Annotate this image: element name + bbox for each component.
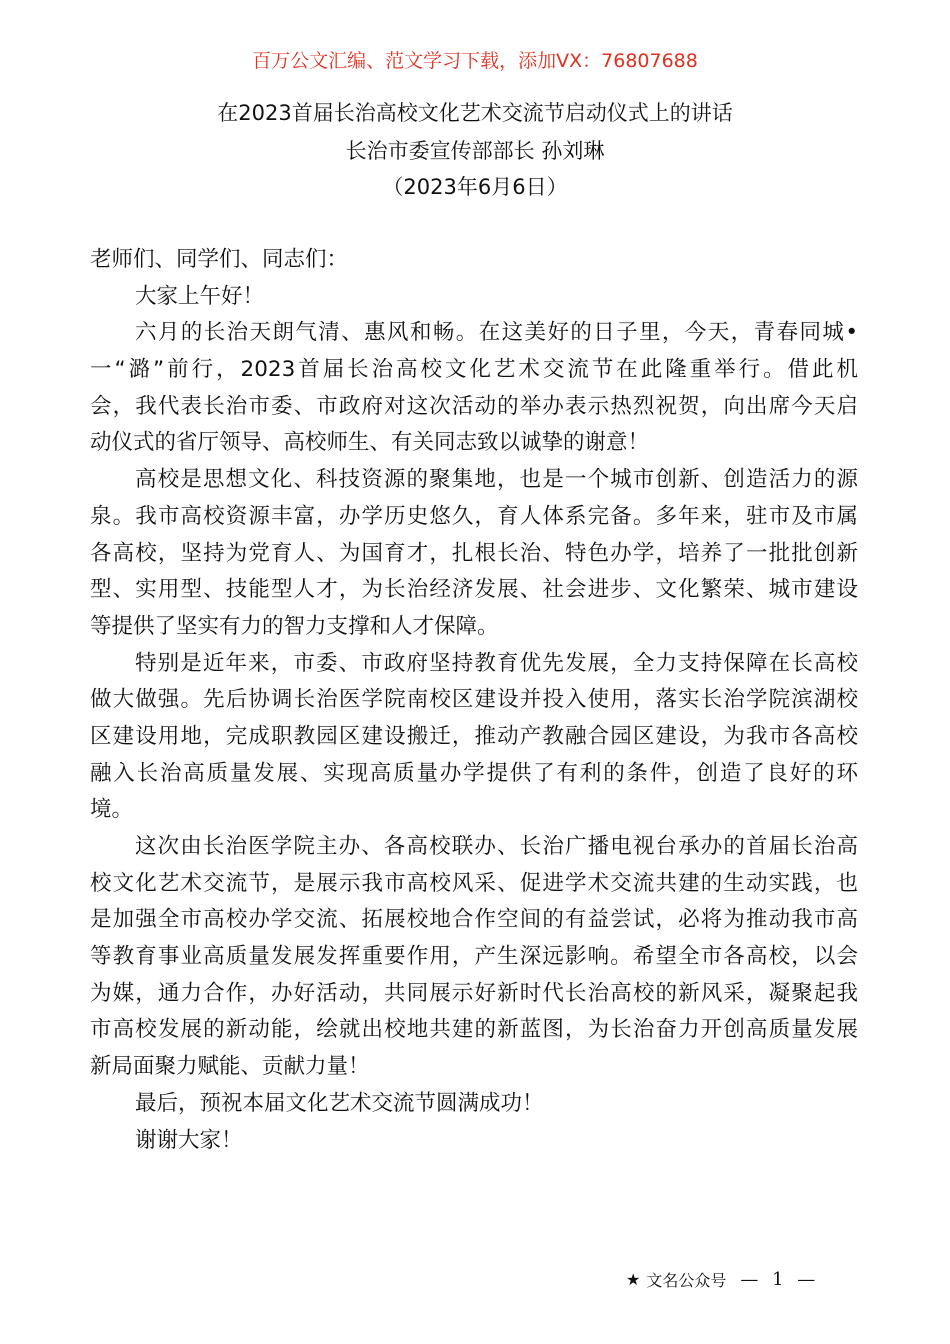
page-number: — 1 —	[740, 1269, 820, 1290]
paragraph-line: 各高校，坚持为党育人、为国育才，扎根长治、特色办学，培养了一批批创新	[90, 540, 858, 566]
speech-date: （2023年6月6日）	[382, 175, 568, 199]
paragraph-line: 谢谢大家！	[135, 1127, 243, 1153]
star-icon: ★	[626, 1270, 641, 1289]
page-footer	[626, 1268, 819, 1291]
paragraph-line: 特别是近年来，市委、市政府坚持教育优先发展，全力支持保障在长高校	[135, 650, 858, 676]
paragraph-line: 这次由长治医学院主办、各高校联办、长治广播电视台承办的首届长治高	[135, 834, 858, 859]
paragraph-line: 市高校发展的新动能，绘就出校地共建的新蓝图，为长治奋力开创高质量发展	[90, 1017, 858, 1043]
paragraph-line: 老师们、同学们、同志们：	[90, 247, 349, 272]
paragraph-line: 新局面聚力赋能、贡献力量！	[90, 1054, 370, 1080]
paragraph-line: 校文化艺术交流节，是展示我市高校风采、促进学术交流共建的生动实践，也	[90, 870, 858, 896]
paragraph-line: 型、实用型、技能型人才，为长治经济发展、社会进步、文化繁荣、城市建设	[90, 577, 858, 603]
document-body	[90, 242, 858, 1159]
document-title: 在2023首届长治高校文化艺术交流节启动仪式上的讲话	[217, 101, 733, 125]
paragraph-line: 境。	[90, 797, 134, 823]
header-notice: 百万公文汇编、范文学习下载，添加VX：76807688	[252, 50, 698, 72]
paragraph	[90, 646, 858, 829]
paragraph-line: 高校是思想文化、科技资源的聚集地，也是一个城市创新、创造活力的源	[135, 467, 858, 493]
paragraph-line: 为媒，通力合作，办好活动，共同展示好新时代长治高校的新风采，凝聚起我	[90, 980, 858, 1006]
footer-label: 文名公众号	[646, 1271, 727, 1290]
paragraph	[90, 1086, 858, 1123]
paragraph-line: 六月的长治天朗气清、惠风和畅。在这美好的日子里，今天，青春同城•	[135, 320, 858, 346]
paragraph	[90, 829, 858, 1086]
paragraph-line: 做大做强。先后协调长治医学院南校区建设并投入使用，落实长治学院滨湖校	[90, 687, 858, 713]
paragraph-line: 会，我代表长治市委、市政府对这次活动的举办表示热烈祝贺，向出席今天启	[90, 393, 858, 419]
paragraph-line: 大家上午好！	[135, 283, 265, 309]
paragraph-line: 是加强全市高校办学交流、拓展校地合作空间的有益尝试，必将为推动我市高	[90, 907, 858, 933]
paragraph	[90, 242, 858, 279]
paragraph-line: 等教育事业高质量发展发挥重要作用，产生深远影响。希望全市各高校，以会	[90, 944, 858, 970]
paragraph	[90, 279, 858, 316]
paragraph	[90, 1123, 858, 1160]
paragraph	[90, 462, 858, 645]
paragraph-line: 区建设用地，完成职教园区建设搬迁，推动产教融合园区建设，为我市各高校	[90, 723, 858, 749]
paragraph	[90, 315, 858, 462]
speaker-line: 长治市委宣传部部长 孙刘琳	[345, 139, 605, 163]
paragraph-line: 融入长治高质量发展、实现高质量办学提供了有利的条件，创造了良好的环	[90, 760, 858, 786]
paragraph-line: 最后，预祝本届文化艺术交流节圆满成功！	[135, 1090, 544, 1116]
paragraph-line: 一“潞”前行，2023首届长治高校文化艺术交流节在此隆重举行。借此机	[90, 357, 858, 383]
paragraph-line: 等提供了坚实有力的智力支撑和人才保障。	[90, 613, 499, 639]
paragraph-line: 动仪式的省厅领导、高校师生、有关同志致以诚挚的谢意！	[90, 430, 650, 456]
paragraph-line: 泉。我市高校资源丰富，办学历史悠久，育人体系完备。多年来，驻市及市属	[90, 503, 858, 529]
